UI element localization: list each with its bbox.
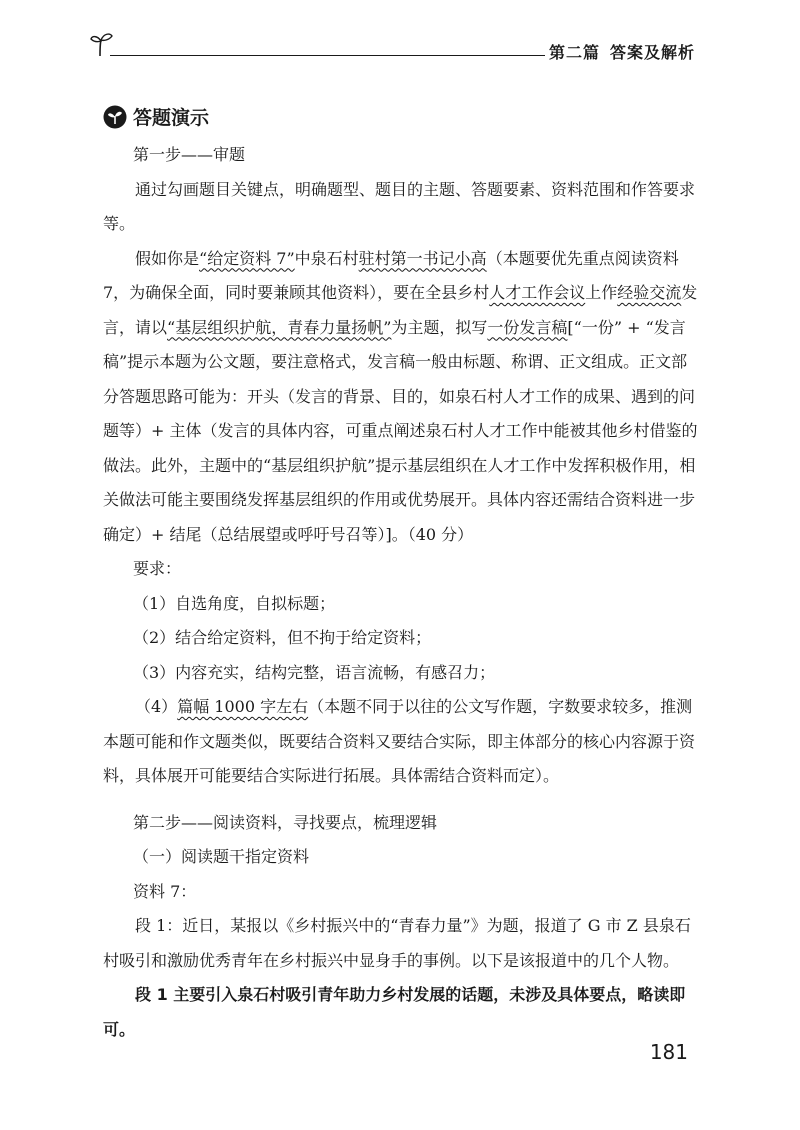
- section-heading: [103, 103, 699, 130]
- requirement-2: （2）结合给定资料，但不拘于给定资料；: [133, 628, 432, 647]
- header-part: 第二篇: [548, 43, 600, 62]
- page-content: [103, 103, 699, 1047]
- step1-title: 第一步——审题: [133, 145, 246, 164]
- step2-title: 第二步——阅读资料，寻找要点，梳理逻辑: [133, 812, 438, 832]
- material-label: 资料 7：: [133, 881, 197, 901]
- requirement-3: （3）内容充实，结构完整，语言流畅，有感召力；: [133, 662, 496, 682]
- leaf-badge-icon: [103, 105, 127, 129]
- requirements-label: 要求：: [133, 559, 182, 578]
- page-header: [88, 28, 695, 64]
- draft-mark: 一份发言稿: [487, 317, 568, 337]
- length-mark: 篇幅 1000 字左右: [177, 697, 309, 716]
- step1-intro: 通过勾画题目关键点，明确题型、题目的主题、答题要素、资料范围和作答要求等。: [103, 179, 696, 233]
- exchange-mark: 经验交流: [617, 283, 682, 302]
- section-title: 答题演示: [133, 107, 210, 129]
- step2-subsection: （一）阅读题干指定资料: [133, 847, 310, 866]
- requirement-1: （1）自选角度，自拟标题；: [133, 593, 336, 613]
- given-material-mark: “给定资料 7”: [199, 248, 295, 268]
- theme-mark: “基层组织护航，青春力量扬帆”: [167, 317, 392, 337]
- requirement-4: （4）篇幅 1000 字左右（本题不同于以往的公文写作题，字数要求较多，推测本题可能和作文题类似，既要结合资料又要结合实际，即主体部分的核心内容源于资料，具体展开可能要结合实际进行拓展。具体需结合资料而定）。: [103, 697, 696, 785]
- header-rule: [110, 55, 545, 56]
- page-number: 181: [649, 1040, 688, 1064]
- meeting-mark: 人才工作会议: [489, 283, 586, 302]
- material-paragraph-1: 段 1：近日，某报以《乡村振兴中的“青春力量”》为题，报道了 G 市 Z 县泉石村吸引和激励优秀青年在乡村振兴中显身手的事例。以下是该报道中的几个人物。: [103, 916, 691, 970]
- header-title: 答案及解析: [609, 43, 695, 62]
- header-section: [549, 40, 695, 63]
- paragraph-1-note: 段 1 主要引入泉石村吸引青年助力乡村发展的话题，未涉及具体要点，略读即可。: [103, 985, 686, 1039]
- sprout-icon: [88, 30, 116, 58]
- question-paragraph: 假如你是“给定资料 7”中泉石村驻村第一书记小高（本题要优先重点阅读资料 7，为确保全面，同时要兼顾其他资料），要在全县乡村人才工作会议上作经验交流发言，请以“基层组织护航，青春力量扬帆”为主题，拟写一份发言稿[“一份” + “发言稿”提示本题为公文题，要注意格式，发言稿一般由标题、称谓、正文组成。正文部分答题思路可能为：开头（发言的背景、目的，如泉石村人才工作的成果、遇到的问题等）+ 主体（发言的具体内容，可重点阐述泉石村人才工作中能被其他乡村借鉴的做法。此外，主题中的“基层组织护航”提示基层组织在人才工作中发挥积极作用，相关做法可能主要围绕发挥基层组织的作用或优势展开。具体内容还需结合资料进一步确定）+ 结尾（总结展望或呼吁号召等）]。（40 分）: [103, 248, 698, 544]
- role-mark: 驻村第一书记小高: [358, 248, 487, 268]
